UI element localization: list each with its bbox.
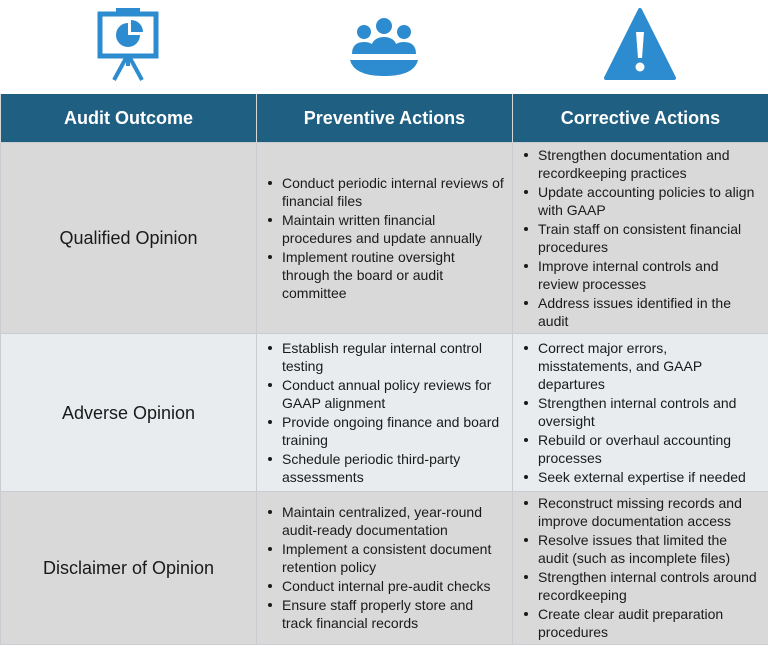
icon-row [0, 0, 768, 94]
list-item: Ensure staff properly store and track financial records [282, 596, 505, 632]
team-meeting-icon [344, 6, 424, 86]
list-item: Resolve issues that limited the audit (such as incomplete files) [538, 531, 761, 567]
presentation-chart-icon [88, 6, 168, 86]
list-item: Maintain written financial procedures and update annually [282, 211, 505, 247]
warning-icon [600, 6, 680, 86]
preventive-list [258, 174, 511, 302]
column-header-audit-outcome: Audit Outcome [1, 94, 257, 143]
outcome-cell: Adverse Opinion [1, 334, 257, 492]
preventive-cell [257, 334, 513, 492]
audit-actions-table [0, 94, 768, 645]
table-row [1, 334, 768, 492]
column-header-corrective-actions: Corrective Actions [513, 94, 768, 143]
table-header-row [1, 94, 768, 143]
list-item: Strengthen documentation and recordkeeping practices [538, 146, 761, 182]
list-item: Create clear audit preparation procedures [538, 605, 761, 641]
list-item: Establish regular internal control testing [282, 339, 505, 375]
outcome-cell: Disclaimer of Opinion [1, 492, 257, 645]
preventive-cell [257, 143, 513, 334]
corrective-cell [513, 334, 768, 492]
preventive-list [258, 503, 511, 632]
list-item: Correct major errors, misstatements, and GAAP departures [538, 339, 761, 393]
list-item: Implement a consistent document retention policy [282, 540, 505, 576]
corrective-cell [513, 143, 768, 334]
outcome-cell: Qualified Opinion [1, 143, 257, 334]
list-item: Update accounting policies to align with GAAP [538, 183, 761, 219]
preventive-cell [257, 492, 513, 645]
list-item: Rebuild or overhaul accounting processes [538, 431, 761, 467]
corrective-list [514, 339, 767, 486]
list-item: Strengthen internal controls and oversight [538, 394, 761, 430]
list-item: Train staff on consistent financial procedures [538, 220, 761, 256]
corrective-cell [513, 492, 768, 645]
list-item: Conduct periodic internal reviews of financial files [282, 174, 504, 209]
table-row [1, 492, 768, 645]
column-header-preventive-actions: Preventive Actions [257, 94, 513, 143]
list-item: Strengthen internal controls around recordkeeping [538, 568, 761, 604]
list-item: Implement routine oversight through the board or audit committee [282, 248, 505, 302]
list-item: Seek external expertise if needed [538, 468, 761, 486]
table-row [1, 143, 768, 334]
list-item: Schedule periodic third-party assessments [282, 450, 505, 486]
list-item: Provide ongoing finance and board training [282, 413, 505, 449]
list-item: Maintain centralized, year-round audit-ready documentation [282, 503, 505, 539]
list-item: Conduct annual policy reviews for GAAP alignment [282, 376, 505, 412]
corrective-list [514, 146, 767, 330]
list-item: Conduct internal pre-audit checks [282, 577, 505, 595]
list-item: Address issues identified in the audit [538, 294, 761, 330]
preventive-list [258, 339, 511, 486]
list-item: Improve internal controls and review processes [538, 257, 761, 293]
list-item: Reconstruct missing records and improve documentation access [538, 494, 761, 530]
corrective-list [514, 494, 767, 641]
